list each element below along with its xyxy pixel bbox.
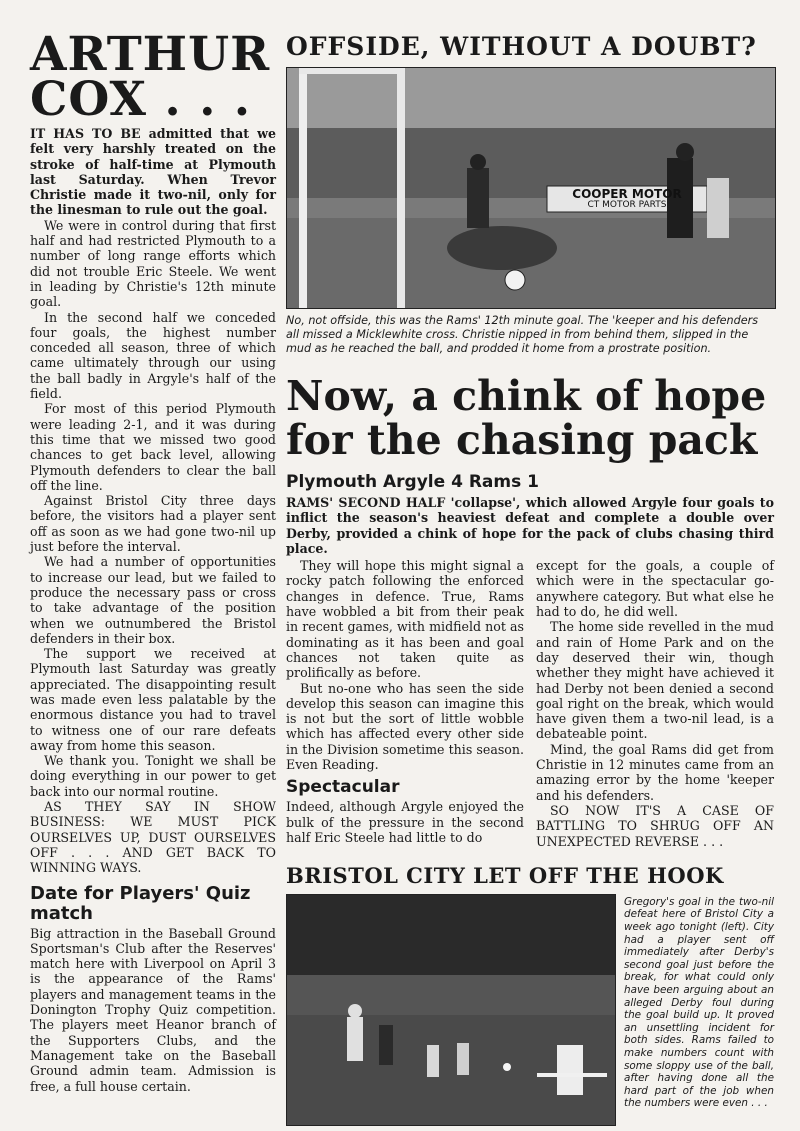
report-paragraph: But no-one who has seen the side develop this season can imagine this is not but the sort of little wobble which has affected every other side in the Division sometime this season. Even Reading.: [286, 680, 524, 773]
report-paragraph: They will hope this might signal a rocky patch following the enforced changes in defence. True, Rams have wobbled a bit from their peak in recent games, with midfield not as dominating as it has been and goal chances not taken quite as prolifically as before.: [286, 558, 524, 681]
column-paragraph: In the second half we conceded four goals, the highest number conceded all season, three of which came ultimately through our using the ball badly in Argyle's half of the field.: [30, 309, 276, 402]
advertising-board-subtext: CT MOTOR PARTS: [587, 200, 667, 210]
bristol-heading: BRISTOL CITY LET OFF THE HOOK: [286, 862, 724, 888]
report-paragraph: Mind, the goal Rams did get from Christie in 12 minutes came from an amazing error by the home 'keeper and his defenders.: [536, 741, 774, 803]
column-paragraph: Against Bristol City three days before, the visitors had a player sent off as soon as we had gone two-nil up just before the interval.: [30, 493, 276, 555]
score-line: Plymouth Argyle 4 Rams 1: [286, 472, 539, 492]
main-headline: Now, a chink of hope for the chasing pack: [286, 372, 767, 464]
offside-photo-caption: No, not offside, this was the Rams' 12th minute goal. The 'keeper and his defenders all missed a Micklewhite cross. Christie nipped in from behind them, slipped in the mud as he reached the ball, and prodded it home from a prostrate position.: [286, 314, 759, 355]
kicker-line-1: ARTHUR: [30, 27, 271, 82]
offside-heading: OFFSIDE, WITHOUT A DOUBT?: [286, 32, 757, 61]
bristol-photo: [286, 894, 616, 1126]
report-column-1: [286, 558, 524, 849]
bristol-photo-graphic: [287, 895, 615, 1125]
report-paragraph: Indeed, although Argyle enjoyed the bulk of the pressure in the second half Eric Steele had little to do: [286, 799, 524, 845]
advertising-board-text: COOPER MOTOR: [572, 187, 682, 201]
offside-photo: [286, 67, 776, 309]
report-body: [286, 558, 774, 849]
bristol-photo-caption: Gregory's goal in the two-nil defeat here of Bristol City a week ago tonight (left). City had a player sent off immediately after Derby's second goal just before the break, for what could only have been arguing about an alleged Derby foul during the goal build up. It proved an unsettling incident for both sides. Rams failed to make numbers count with some sloppy use of the ball, after having done all the hard part of the job when the numbers were even . . .: [624, 895, 774, 1110]
column-paragraph: We were in control during that first half and had restricted Plymouth to a number of long range efforts which did not trouble Eric Steele. We went in leading by Christie's 12th minute goal.: [30, 217, 276, 310]
match-report-column: [286, 32, 774, 1126]
column-kicker: [30, 27, 276, 127]
report-paragraph: except for the goals, a couple of which were in the spectacular go-anywhere category. But what else he had to do, he did well.: [536, 558, 774, 620]
column-paragraph: IT HAS TO BE admitted that we felt very harshly treated on the stroke of half-time at Plymouth last Saturday. When Trevor Christie made it two-nil, only for the linesman to rule out the goal.: [30, 126, 276, 218]
column-paragraph: We had a number of opportunities to increase our lead, but we failed to produce the necessary pass or cross to take advantage of the position when we outnumbered the Bristol defenders in their box.: [30, 554, 276, 646]
quiz-heading: Date for Players' Quiz match: [30, 882, 251, 924]
quiz-text: Big attraction in the Baseball Ground Sportsman's Club after the Reserves' match here with Liverpool on April 3 is the appearance of the Rams' players and management teams in the Donington Trophy Quiz competition. The players meet Heanor branch of the Supporters Clubs, and the Management take on the Baseball Ground admin team. Admission is free, a full house certain.: [30, 925, 276, 1094]
kicker-line-2: COX . . .: [30, 72, 252, 127]
arthur-cox-column: [30, 27, 276, 1094]
report-paragraph: SO NOW IT'S A CASE OF BATTLING TO SHRUG OFF AN UNEXPECTED REVERSE . . .: [536, 802, 774, 849]
spectacular-heading: Spectacular: [286, 777, 400, 798]
column-paragraph: AS THEY SAY IN SHOW BUSINESS: WE MUST PICK OURSELVES UP, DUST OURSELVES OFF . . . AND GET BACK TO WINNING WAYS.: [30, 799, 276, 876]
bristol-section: [286, 894, 774, 1126]
report-paragraph: The home side revelled in the mud and rain of Home Park and on the day deserved their win, though whether they might have achieved it had Derby not been denied a second goal right on the break, which would have given them a two-nil lead, is a debateable point.: [536, 619, 774, 742]
column-paragraph: We thank you. Tonight we shall be doing everything in our power to get back into our normal routine.: [30, 753, 276, 799]
column-paragraph: For most of this period Plymouth were leading 2-1, and it was during this time that we missed two good chances to get back level, allowing Plymouth defenders to clear the ball off the line.: [30, 401, 276, 493]
column-paragraph: The support we received at Plymouth last Saturday was greatly appreciated. The disappointing result was made even less palatable by the enormous distance you had to travel to witness one of our rare defeats away from home this season.: [30, 646, 276, 753]
report-column-2: [536, 558, 774, 849]
report-intro: RAMS' SECOND HALF 'collapse', which allowed Argyle four goals to inflict the season's heaviest defeat and complete a double over Derby, provided a chink of hope for the pack of clubs chasing third place.: [286, 495, 774, 556]
